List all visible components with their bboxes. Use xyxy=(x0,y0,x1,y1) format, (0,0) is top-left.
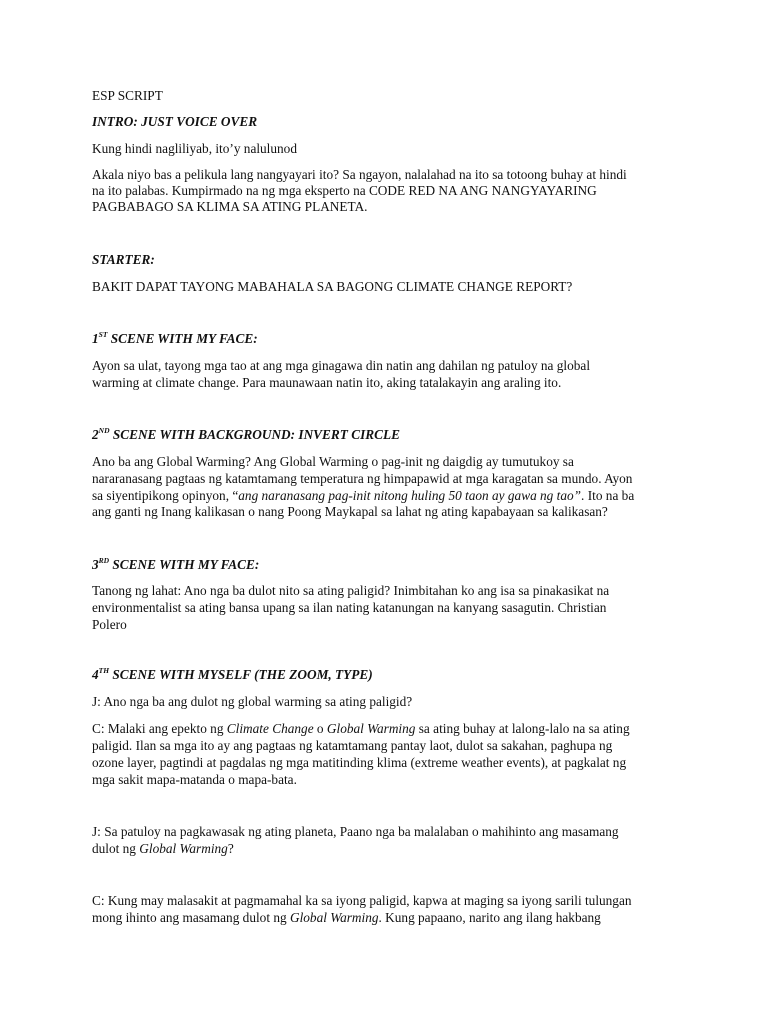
scene1-heading xyxy=(92,330,258,348)
scene-heading-text: SCENE WITH MYSELF (THE ZOOM, TYPE) xyxy=(109,667,373,682)
answer-line xyxy=(92,909,601,927)
scene-number: 1 xyxy=(92,331,99,346)
scene3-paragraph-line: environmentalist sa ating bansa upang sa ilan nating katanungan na kanyang sasagutin. Christian xyxy=(92,600,607,615)
scene2-heading xyxy=(92,426,400,444)
question-line: J: Sa patuloy na pagkawasak ng ating planeta, Paano nga ba malalaban o mahihinto ang masamang xyxy=(92,824,619,839)
answer-line: ozone layer, pagtindi at pagdalas ng mga matitinding klima (extreme weather events), at pagkalat ng xyxy=(92,755,627,770)
term-global-warming: Global Warming xyxy=(289,910,379,925)
scene1-paragraph-line: warming at climate change. Para maunawaan natin ito, aking tatalakayin ang araling ito. xyxy=(92,375,562,390)
document-title: ESP SCRIPT xyxy=(92,88,163,103)
intro-paragraph-line: na ito palabas. Kumpirmado na ng mga eksperto na CODE RED NA ANG NANGYAYARING xyxy=(92,183,597,198)
scene-heading-text: SCENE WITH MY FACE: xyxy=(107,331,258,346)
term-global-warming: Global Warming xyxy=(326,721,416,736)
scene-number: 3 xyxy=(92,557,99,572)
answer-text: o xyxy=(313,721,327,736)
answer-text: C: Malaki ang epekto ng xyxy=(92,721,227,736)
scene4-heading xyxy=(92,666,373,684)
scene3-paragraph-line: Tanong ng lahat: Ano nga ba dulot nito sa ating paligid? Inimbitahan ko ang isa sa pinakasikat na xyxy=(92,583,610,598)
scene2-paragraph-line: nararanasang pagtaas ng katamtamang temperatura ng himpapawid at mga karagatan sa mundo. Ayon xyxy=(92,471,633,486)
answer-line xyxy=(92,720,630,738)
term-global-warming: Global Warming xyxy=(139,841,228,856)
ordinal-suffix: TH xyxy=(98,666,110,675)
question-line xyxy=(92,840,234,858)
scene2-paragraph-line: ang ganti ng Inang kalikasan o nang Poong Maykapal sa lahat ng ating kapabayaan sa kalikasan? xyxy=(92,504,608,519)
answer-line: C: Kung may malasakit at pagmamahal ka sa iyong paligid, kapwa at maging sa iyong sarili tulungan xyxy=(92,893,632,908)
answer-line: paligid. Ilan sa mga ito ay ang pagtaas ng katamtamang pantay laot, dulot sa sakahan, paghupa ng xyxy=(92,738,613,753)
ordinal-suffix: ST xyxy=(98,330,108,339)
starter-heading: STARTER: xyxy=(92,252,155,267)
starter-line: BAKIT DAPAT TAYONG MABAHALA SA BAGONG CLIMATE CHANGE REPORT? xyxy=(92,279,573,294)
term-climate-change: Climate Change xyxy=(226,721,314,736)
intro-line: Kung hindi nagliliyab, ito’y nalulunod xyxy=(92,141,297,156)
ordinal-suffix: ND xyxy=(98,426,110,435)
ordinal-suffix: RD xyxy=(98,556,110,565)
scene-heading-text: SCENE WITH BACKGROUND: INVERT CIRCLE xyxy=(109,427,401,442)
scene-number: 4 xyxy=(92,667,99,682)
answer-line: mga sakit mapa-matanda o mapa-bata. xyxy=(92,772,297,787)
intro-paragraph-line: PAGBABAGO SA KLIMA SA ATING PLANETA. xyxy=(92,199,368,214)
scene1-paragraph-line: Ayon sa ulat, tayong mga tao at ang mga ginagawa din natin ang dahilan ng patuloy na global xyxy=(92,358,591,373)
intro-paragraph-line: Akala niyo bas a pelikula lang nangyayari ito? Sa ngayon, nalalahad na ito sa totoong buhay at hindi xyxy=(92,167,627,182)
intro-heading: INTRO: JUST VOICE OVER xyxy=(92,114,258,129)
scene2-paragraph-line xyxy=(92,487,634,505)
answer-text: . Kung papaano, narito ang ilang hakbang xyxy=(378,910,601,925)
scene-number: 2 xyxy=(92,427,99,442)
scene3-heading xyxy=(92,556,259,574)
question-line: J: Ano nga ba ang dulot ng global warming sa ating paligid? xyxy=(92,694,413,709)
scene2-paragraph-line: Ano ba ang Global Warming? Ang Global Warming o pag-init ng daigdig ay tumutukoy sa xyxy=(92,454,574,469)
scene3-paragraph-line: Polero xyxy=(92,617,127,632)
question-text: ? xyxy=(227,841,234,856)
quote-outro: . Ito na ba xyxy=(581,488,635,503)
answer-text: sa ating buhay at lalong-lalo na sa ating xyxy=(415,721,630,736)
answer-text: mong ihinto ang masamang dulot ng xyxy=(92,910,290,925)
scene-heading-text: SCENE WITH MY FACE: xyxy=(109,557,260,572)
quoted-opinion: ang naranasang pag-init nitong huling 50 taon ay gawa ng tao” xyxy=(238,488,582,503)
question-text: dulot ng xyxy=(92,841,140,856)
quote-intro: sa siyentipikong opinyon, “ xyxy=(92,488,239,503)
